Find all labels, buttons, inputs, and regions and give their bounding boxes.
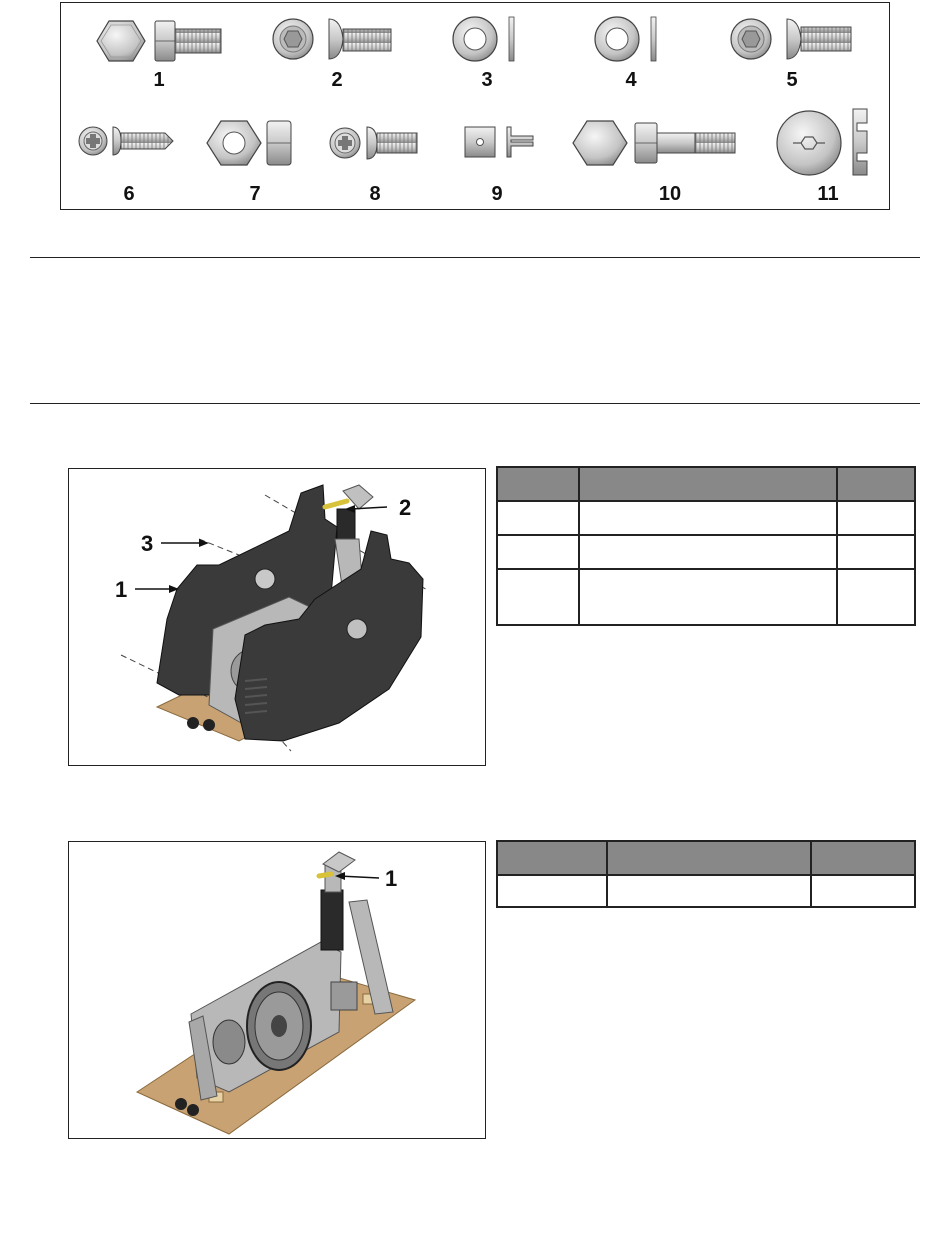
figure-2-parts-table xyxy=(496,840,916,908)
section-rule-bottom xyxy=(30,403,920,404)
header-cell xyxy=(607,841,811,875)
flat-washer-icon xyxy=(453,17,514,61)
table-cell xyxy=(497,875,607,907)
header-cell xyxy=(579,467,837,501)
hardware-number-6: 6 xyxy=(123,183,135,205)
figure-1-shroud-assembly xyxy=(68,468,486,766)
table-header-row xyxy=(497,467,915,501)
hardware-number-5: 5 xyxy=(786,69,798,91)
table-cell xyxy=(837,569,915,625)
table-row xyxy=(497,501,915,535)
table-cell xyxy=(837,501,915,535)
figure-1-parts-table xyxy=(496,466,916,626)
table-cell xyxy=(579,501,837,535)
header-cell xyxy=(497,467,579,501)
header-cell xyxy=(837,467,915,501)
hex-bolt-icon xyxy=(97,21,221,61)
hardware-number-1: 1 xyxy=(153,69,165,91)
table-row xyxy=(497,535,915,569)
callout-3: 3 xyxy=(141,531,154,556)
header-cell xyxy=(497,841,607,875)
table-row xyxy=(497,875,915,907)
button-head-bolt-icon xyxy=(273,19,391,59)
frame-assembly-illustration xyxy=(69,842,487,1140)
clip-nut-icon xyxy=(465,127,533,157)
hardware-number-11: 11 xyxy=(817,183,839,205)
table-cell xyxy=(579,569,837,625)
hardware-illustrations xyxy=(61,3,891,211)
callout-2: 2 xyxy=(399,495,412,520)
table-header-row xyxy=(497,841,915,875)
header-cell xyxy=(811,841,915,875)
table-cell xyxy=(837,535,915,569)
hardware-number-8: 8 xyxy=(369,183,381,205)
table-cell xyxy=(811,875,915,907)
table-cell xyxy=(497,501,579,535)
long-hex-bolt-icon xyxy=(573,121,735,165)
table-cell xyxy=(579,535,837,569)
phillips-screw-icon xyxy=(330,127,417,159)
hex-nut-icon xyxy=(207,121,291,165)
section-rule-top xyxy=(30,257,920,258)
flat-washer-icon xyxy=(595,17,656,61)
callout-1: 1 xyxy=(115,577,128,602)
hardware-number-7: 7 xyxy=(249,183,261,205)
hardware-legend xyxy=(60,2,890,210)
table-cell xyxy=(497,535,579,569)
phillips-screw-icon xyxy=(79,127,173,155)
table-cell xyxy=(497,569,579,625)
table-cell xyxy=(607,875,811,907)
table-row xyxy=(497,569,915,625)
hardware-number-4: 4 xyxy=(625,69,637,91)
shroud-assembly-illustration xyxy=(69,469,487,767)
hardware-number-10: 10 xyxy=(658,183,682,205)
figure-2-frame-assembly xyxy=(68,841,486,1139)
callout-1: 1 xyxy=(385,866,398,891)
button-head-bolt-icon xyxy=(731,19,851,59)
hardware-number-3: 3 xyxy=(481,69,493,91)
hardware-number-9: 9 xyxy=(491,183,503,205)
large-cap-bolt-icon xyxy=(777,109,867,175)
hardware-number-2: 2 xyxy=(331,69,343,91)
